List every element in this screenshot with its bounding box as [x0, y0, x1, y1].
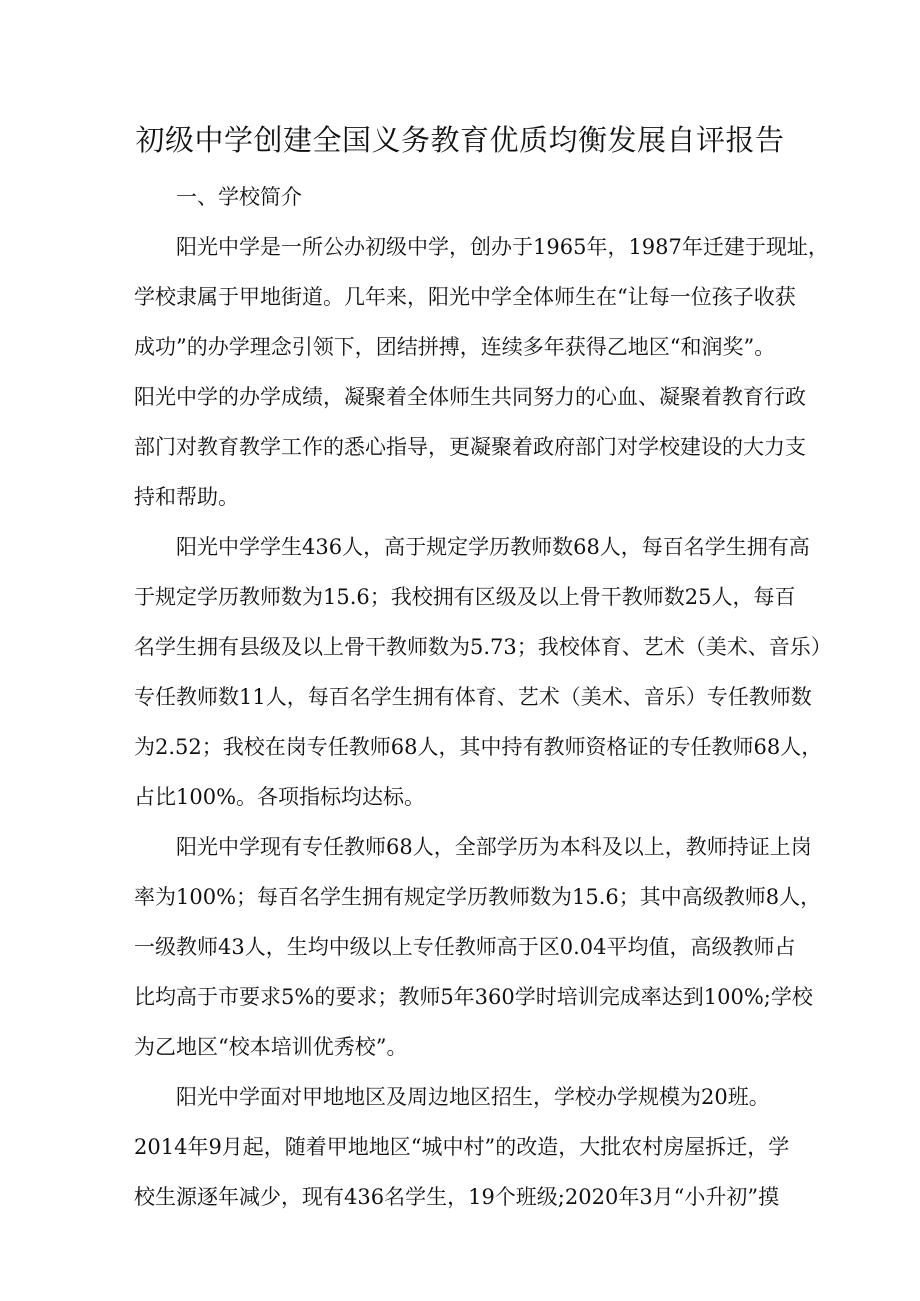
paragraph-line: 为2.52；我校在岗专任教师68人，其中持有教师资格证的专任教师68人， — [134, 735, 823, 759]
section-heading-text: 一、学校简介 — [176, 185, 302, 209]
paragraph-school-profile — [134, 222, 829, 522]
paragraph-line: 占比100%。各项指标均达标。 — [134, 785, 426, 809]
paragraph-line: 阳光中学学生436人，高于规定学历教师数68人，每百名学生拥有高 — [176, 535, 810, 559]
paragraph-line: 阳光中学是一所公办初级中学，创办于1965年，1987年迁建于现址， — [176, 235, 829, 259]
paragraph-line: 率为100%；每百名学生拥有规定学历教师数为15.6；其中高级教师8人， — [134, 885, 822, 909]
paragraph-line: 比均高于市要求5%的要求；教师5年360学时培训完成率达到100%;学校 — [134, 985, 813, 1009]
paragraph-teacher-ratios — [134, 522, 832, 822]
paragraph-line: 名学生拥有县级及以上骨干教师数为5.73；我校体育、艺术（美术、音乐） — [134, 635, 832, 659]
paragraph-enrollment — [134, 1072, 804, 1222]
paragraph-line: 一级教师43人，生均中级以上专任教师高于区0.04平均值，高级教师占 — [134, 935, 796, 959]
paragraph-line: 于规定学历教师数为15.6；我校拥有区级及以上骨干教师数25人，每百 — [134, 585, 796, 609]
paragraph-line: 阳光中学现有专任教师68人，全部学历为本科及以上，教师持证上岗 — [176, 835, 812, 859]
paragraph-line: 校生源逐年减少，现有436名学生，19个班级;2020年3月“小升初”摸 — [134, 1185, 780, 1209]
document-body — [134, 172, 832, 1222]
paragraph-line: 阳光中学面对甲地地区及周边地区招生，学校办学规模为20班。 — [176, 1085, 770, 1109]
paragraph-line: 持和帮助。 — [134, 485, 239, 509]
paragraph-line: 为乙地区“校本培训优秀校”。 — [134, 1035, 408, 1059]
paragraph-line: 学校隶属于甲地街道。几年来，阳光中学全体师生在“让每一位孩子收获 — [134, 285, 796, 309]
document-title: 初级中学创建全国义务教育优质均衡发展自评报告 — [135, 123, 785, 157]
paragraph-line: 专任教师数11人，每百名学生拥有体育、艺术（美术、音乐）专任教师数 — [134, 685, 812, 709]
paragraph-teacher-qualifications — [134, 822, 822, 1072]
section-heading — [134, 172, 804, 222]
paragraph-line: 成功”的办学理念引领下，团结拼搏，连续多年获得乙地区“和润奖”。 — [134, 335, 776, 359]
paragraph-line: 2014年9月起，随着甲地地区“城中村”的改造，大批农村房屋拆迁，学 — [134, 1135, 790, 1159]
paragraph-line: 阳光中学的办学成绩，凝聚着全体师生共同努力的心血、凝聚着教育行政 — [134, 385, 806, 409]
paragraph-line: 部门对教育教学工作的悉心指导，更凝聚着政府部门对学校建设的大力支 — [134, 435, 806, 459]
